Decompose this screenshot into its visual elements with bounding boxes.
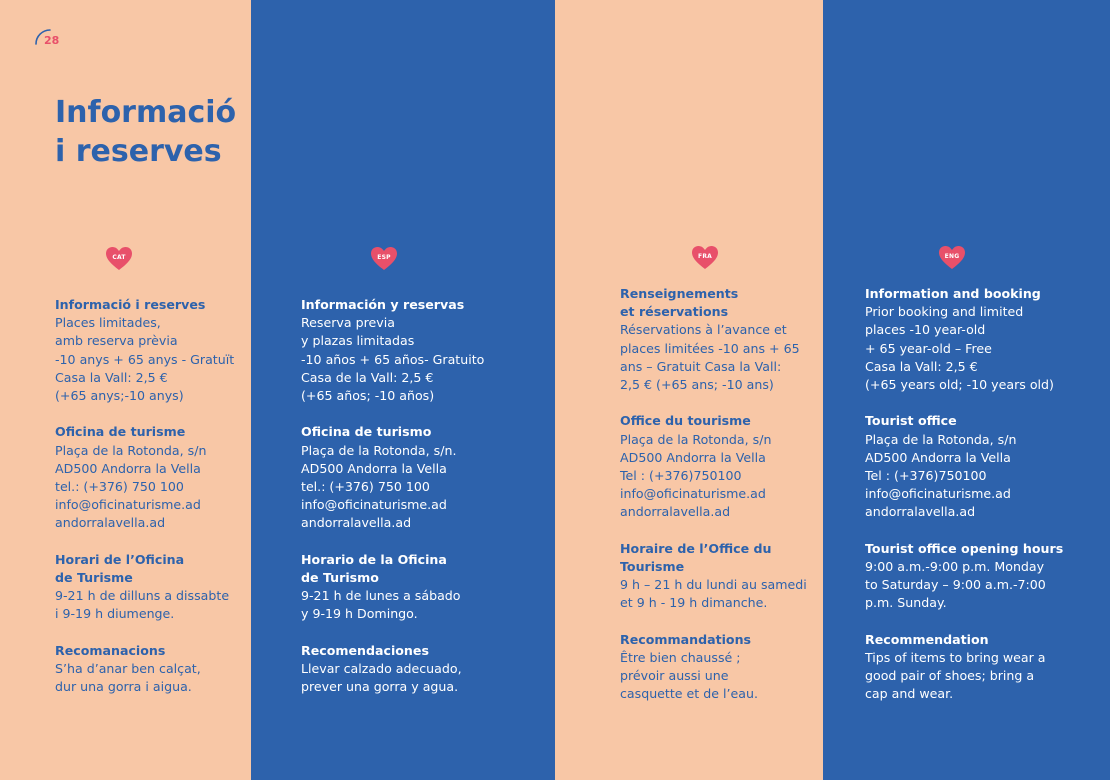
section-body: 9:00 a.m.-9:00 p.m. Monday to Saturday – 9:00 a.m.-7:00 p.m. Sunday. — [865, 559, 1046, 611]
page-number-badge — [34, 26, 64, 50]
language-badge-esp — [370, 246, 398, 272]
language-code: CAT — [112, 254, 126, 261]
section-body: Plaça de la Rotonda, s/n AD500 Andorra la Vella Tel : (+376)750100 info@oficinaturisme.ad andorralavella.ad — [865, 431, 1017, 520]
section-booking — [865, 285, 1097, 394]
content-english — [865, 285, 1097, 722]
section-body: Llevar calzado adecuado, prever una gorra y agua. — [301, 661, 462, 695]
section-body: S’ha d’anar ben calçat, dur una gorra i aigua. — [55, 661, 201, 695]
section-booking — [55, 296, 245, 405]
section-heading: Horario de la Oficina de Turismo — [301, 551, 447, 586]
section-heading: Recomendaciones — [301, 642, 429, 658]
section-body: Plaça de la Rotonda, s/n AD500 Andorra la Vella tel.: (+376) 750 100 info@oficinaturisme.ad andorralavella.ad — [55, 442, 207, 531]
section-heading: Recommandations — [620, 631, 752, 647]
content-spanish — [301, 296, 541, 715]
section-heading: Recomanacions — [55, 642, 166, 658]
language-badge-cat — [105, 246, 133, 272]
section-heading: Recommendation — [865, 631, 989, 647]
section-tourist-office — [55, 423, 245, 532]
section-heading: Tourist office opening hours — [865, 540, 1064, 556]
section-heading: Oficina de turismo — [301, 424, 432, 440]
page-title — [55, 93, 236, 171]
language-badge-fra — [691, 245, 719, 271]
title-line-1: Informació — [55, 95, 237, 130]
section-recommendations — [620, 631, 816, 704]
section-recommendations — [865, 631, 1097, 704]
section-tourist-office — [301, 423, 541, 532]
content-french — [620, 285, 816, 722]
section-body: Places limitades, amb reserva prèvia -10 anys + 65 anys - Gratuït Casa la Vall: 2,5 € (+65 anys;-10 anys) — [55, 315, 235, 404]
section-body: Plaça de la Rotonda, s/n. AD500 Andorra la Vella tel.: (+376) 750 100 info@oficinaturisme.ad andorralavella.ad — [301, 442, 457, 531]
title-line-2: i reserves — [55, 134, 222, 169]
section-body: 9-21 h de dilluns a dissabte i 9-19 h diumenge. — [55, 588, 230, 622]
section-body: 9 h – 21 h du lundi au samedi et 9 h - 19 h dimanche. — [620, 577, 807, 611]
language-code: FRA — [698, 253, 712, 260]
section-opening-hours — [55, 551, 245, 624]
page-number: 28 — [44, 34, 60, 47]
language-code: ENG — [944, 253, 960, 260]
section-body: 9-21 h de lunes a sábado y 9-19 h Domingo. — [301, 588, 461, 622]
section-heading: Horaire de l’Office du Tourisme — [620, 540, 772, 575]
language-badge-eng — [938, 245, 966, 271]
section-opening-hours — [865, 540, 1097, 613]
section-heading: Renseignements et réservations — [620, 286, 739, 320]
section-booking — [301, 296, 541, 405]
section-recommendations — [301, 642, 541, 697]
section-booking — [620, 285, 816, 394]
section-body: Prior booking and limited places -10 year-old + 65 year-old – Free Casa la Vall: 2,5 € (+65 years old; -10 years old) — [865, 304, 1054, 393]
section-heading: Oficina de turisme — [55, 424, 186, 440]
section-heading: Information and booking — [865, 286, 1041, 301]
content-catalan — [55, 296, 245, 715]
section-heading: Información y reservas — [301, 297, 465, 312]
language-code: ESP — [377, 254, 391, 261]
section-body: Être bien chaussé ; prévoir aussi une casquette et de l’eau. — [620, 650, 758, 702]
section-heading: Informació i reserves — [55, 297, 206, 312]
section-tourist-office — [620, 412, 816, 521]
section-body: Réservations à l’avance et places limitées -10 ans + 65 ans – Gratuit Casa la Vall: 2,5 € (+65 ans; -10 ans) — [620, 322, 800, 393]
section-tourist-office — [865, 412, 1097, 521]
section-recommendations — [55, 642, 245, 697]
section-heading: Horari de l’Oficina de Turisme — [55, 551, 185, 586]
section-heading: Office du tourisme — [620, 413, 751, 429]
section-body: Plaça de la Rotonda, s/n AD500 Andorra la Vella Tel : (+376)750100 info@oficinaturisme.ad andorralavella.ad — [620, 431, 772, 520]
section-heading: Tourist office — [865, 413, 957, 429]
section-opening-hours — [301, 551, 541, 624]
section-body: Tips of items to bring wear a good pair of shoes; bring a cap and wear. — [865, 650, 1046, 702]
section-body: Reserva previa y plazas limitadas -10 años + 65 años- Gratuito Casa de la Vall: 2,5 € (+65 años; -10 años) — [301, 315, 485, 404]
section-opening-hours — [620, 540, 816, 613]
